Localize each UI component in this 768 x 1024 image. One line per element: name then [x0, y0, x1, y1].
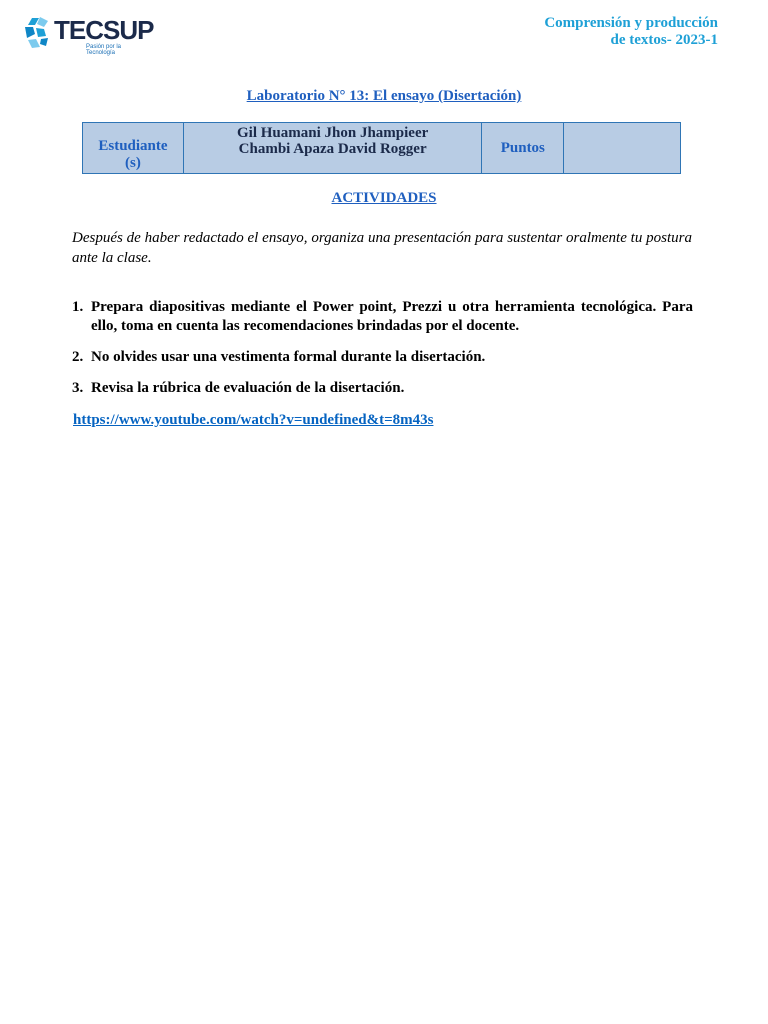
logo-tagline: Pasión por la Tecnología: [86, 44, 122, 56]
list-item: [72, 298, 693, 336]
course-header: [544, 15, 718, 49]
lab-title: Laboratorio N° 13: El ensayo (Disertación): [246, 88, 522, 104]
list-item-number: 2.: [72, 349, 84, 365]
student-info-table: [82, 122, 681, 174]
task-list: [72, 298, 693, 410]
logo-wordmark: TECSUP: [54, 15, 154, 45]
student-label-line1: Estudiante: [98, 138, 168, 154]
student-name: Chambi Apaza David Rogger: [238, 141, 427, 157]
student-label-cell: [83, 123, 184, 174]
tecsup-logo: [24, 14, 154, 56]
list-item-number: 3.: [72, 380, 84, 396]
points-label-cell: Puntos: [482, 123, 564, 174]
student-names-cell: [183, 123, 481, 174]
student-label-line2: (s): [125, 155, 141, 171]
student-name: Gil Huamani Jhon Jhampieer: [237, 125, 429, 141]
intro-paragraph: Después de haber redactado el ensayo, organiza una presentación para sustentar oralmente tu postura ante la clase.: [72, 230, 692, 266]
list-item-text: Prepara diapositivas mediante el Power point, Prezzi u otra herramienta tecnológica. Para ello, toma en cuenta las recomendaciones brindadas por el docente.: [91, 299, 693, 334]
list-item: [72, 348, 693, 367]
points-value-cell: [564, 123, 681, 174]
list-item: [72, 379, 693, 398]
list-item-text: No olvides usar una vestimenta formal durante la disertación.: [91, 349, 486, 365]
activities-heading: ACTIVIDADES: [331, 190, 437, 206]
youtube-link[interactable]: https://www.youtube.com/watch?v=undefined&t=8m43s: [73, 412, 434, 428]
tecsup-logo-icon: [24, 16, 54, 50]
list-item-number: 1.: [72, 299, 84, 315]
course-title-line2: de textos- 2023-1: [610, 32, 718, 48]
course-title-line1: Comprensión y producción: [544, 15, 718, 31]
list-item-text: Revisa la rúbrica de evaluación de la disertación.: [91, 380, 405, 396]
